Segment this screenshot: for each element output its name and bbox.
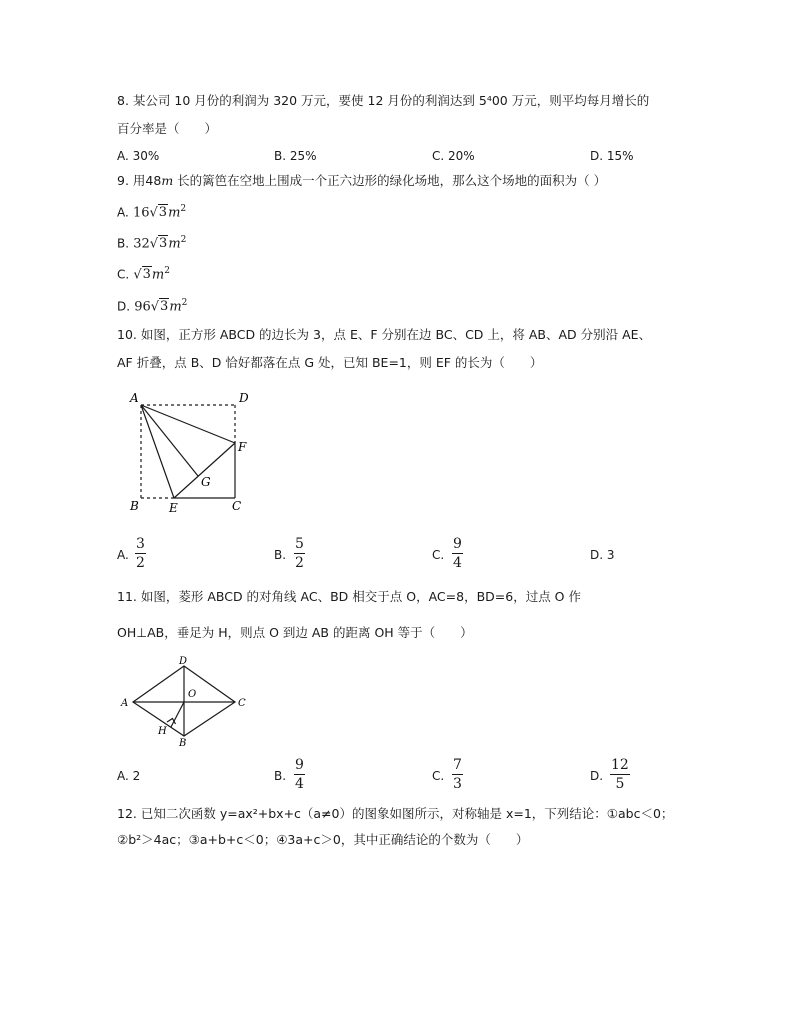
q9-option-d-exp: 2 [181, 298, 188, 308]
q11-option-c-fraction [452, 757, 463, 792]
q11-label-b: B [179, 738, 187, 749]
q10-option-b-denominator: 2 [295, 555, 304, 571]
q9-option-a [117, 204, 186, 220]
q9-stem-rest: 长的篱笆在空地上围成一个正六边形的绿化场地，那么这个场地的面积为（ ） [173, 173, 607, 188]
q11-option-b-denominator: 4 [295, 776, 304, 792]
q11-label-o: O [188, 689, 197, 700]
q10-option-a-fraction [135, 536, 146, 571]
q9-option-a-exp: 2 [180, 204, 187, 214]
q11-option-b-numerator: 9 [295, 757, 304, 773]
q8-option-a: A. 30% [117, 149, 160, 163]
q10-option-c-denominator: 4 [453, 555, 462, 571]
radical-icon: √ [149, 205, 158, 221]
q10-label-e: E [169, 501, 178, 515]
q10-label-f: F [238, 440, 247, 454]
q9-option-d [117, 298, 187, 314]
q9-option-c [117, 266, 170, 282]
q11-option-b-fraction [294, 757, 305, 792]
q9-option-a-label: A. [117, 205, 129, 220]
q11-option-d-numerator: 12 [611, 757, 629, 773]
q11-rhombus-figure [118, 654, 254, 750]
q10-option-b-fraction [294, 536, 305, 571]
q10-option-a-label: A. [117, 548, 129, 562]
q8-stem-line1: 8. 某公司 10 月份的利润为 320 万元，要使 12 月份的利润达到 5⁴00 万元，则平均每月增长的 [117, 93, 650, 108]
q10-label-c: C [232, 499, 242, 513]
q12-stem-line2: ②b²＞4ac；③a+b+c＜0；④3a+c＞0，其中正确结论的个数为（ ） [117, 832, 529, 847]
q10-label-g: G [201, 475, 211, 489]
q10-option-b-numerator: 5 [295, 536, 304, 552]
q9-option-b-label: B. [117, 236, 130, 251]
q9-option-b-unit: m [168, 236, 181, 252]
q11-option-d-fraction [610, 757, 630, 792]
q11-right-angle-mark [167, 719, 176, 725]
q10-segment-ef [174, 443, 235, 498]
q10-square-figure [120, 388, 270, 516]
q9-option-d-coef: 96 [134, 299, 151, 315]
q10-option-b-label: B. [274, 548, 287, 562]
q9-option-a-radicand: 3 [158, 205, 168, 221]
q9-option-a-unit: m [168, 205, 181, 221]
q10-option-c-fraction [452, 536, 463, 571]
q11-option-d-label: D. [590, 769, 604, 783]
radical-icon: √ [150, 299, 160, 315]
q10-segment-ag [141, 405, 198, 476]
q10-segment-af [141, 405, 235, 443]
radical-icon: √ [149, 236, 159, 252]
q11-stem-line2: OH⊥AB，垂足为 H，则点 O 到边 AB 的距离 OH 等于（ ） [117, 625, 473, 640]
q11-option-d-denominator: 5 [615, 776, 625, 792]
q10-option-a-denominator: 2 [136, 555, 145, 571]
radical-icon: √ [133, 267, 142, 283]
q10-label-b: B [130, 499, 139, 513]
q9-option-c-unit: m [151, 267, 165, 283]
q10-label-d: D [239, 391, 249, 405]
q9-option-c-radicand: 3 [142, 267, 151, 283]
q11-label-a: A [121, 698, 129, 709]
q11-option-b-label: B. [274, 769, 287, 783]
q10-option-d: D. 3 [590, 548, 615, 562]
q11-label-c: C [238, 698, 246, 709]
q9-option-b-coef: 32 [133, 236, 150, 252]
q10-option-a-numerator: 3 [136, 536, 145, 552]
q9-option-d-unit: m [169, 299, 182, 315]
q9-option-c-exp: 2 [164, 266, 170, 276]
q11-option-c-denominator: 3 [453, 776, 462, 792]
q11-segment-oh [171, 702, 184, 727]
q8-stem-line2: 百分率是（ ） [117, 121, 218, 136]
q11-option-a: A. 2 [117, 769, 141, 783]
q8-option-d: D. 15% [590, 149, 634, 163]
q9-stem-length: 48 [145, 173, 162, 188]
q11-label-d: D [179, 656, 188, 667]
q9-stem-unit: m [161, 173, 174, 188]
q9-stem-prefix: 9. 用 [117, 173, 146, 188]
q9-option-c-label: C. [117, 267, 130, 282]
q10-option-c-label: C. [432, 548, 445, 562]
q10-label-a: A [130, 391, 139, 405]
q9-option-b-exp: 2 [180, 235, 187, 245]
q9-option-d-label: D. [117, 299, 131, 314]
q11-label-h: H [158, 726, 167, 737]
q9-stem [117, 173, 606, 189]
q8-option-c: C. 20% [432, 149, 475, 163]
q10-stem-line2: AF 折叠，点 B、D 恰好都落在点 G 处，已知 BE=1，则 EF 的长为（ ） [117, 355, 543, 370]
q11-option-c-label: C. [432, 769, 445, 783]
q9-option-d-radicand: 3 [160, 299, 169, 315]
q10-stem-line1: 10. 如图，正方形 ABCD 的边长为 3，点 E、F 分别在边 BC、CD 上，将 AB、AD 分别沿 AE、 [117, 327, 652, 342]
q12-stem-line1: 12. 已知二次函数 y=ax²+bx+c（a≠0）的图象如图所示，对称轴是 x=1，下列结论：①abc＜0； [117, 806, 674, 821]
q10-segment-ae [141, 405, 174, 498]
q9-option-b-radicand: 3 [159, 236, 168, 252]
q10-option-c-numerator: 9 [453, 536, 462, 552]
q11-option-c-numerator: 7 [453, 757, 462, 773]
q8-option-b: B. 25% [274, 149, 317, 163]
q9-option-b [117, 235, 186, 251]
q11-stem-line1: 11. 如图，菱形 ABCD 的对角线 AC、BD 相交于点 O，AC=8，BD=6，过点 O 作 [117, 589, 581, 604]
q9-option-a-coef: 16 [132, 205, 150, 221]
